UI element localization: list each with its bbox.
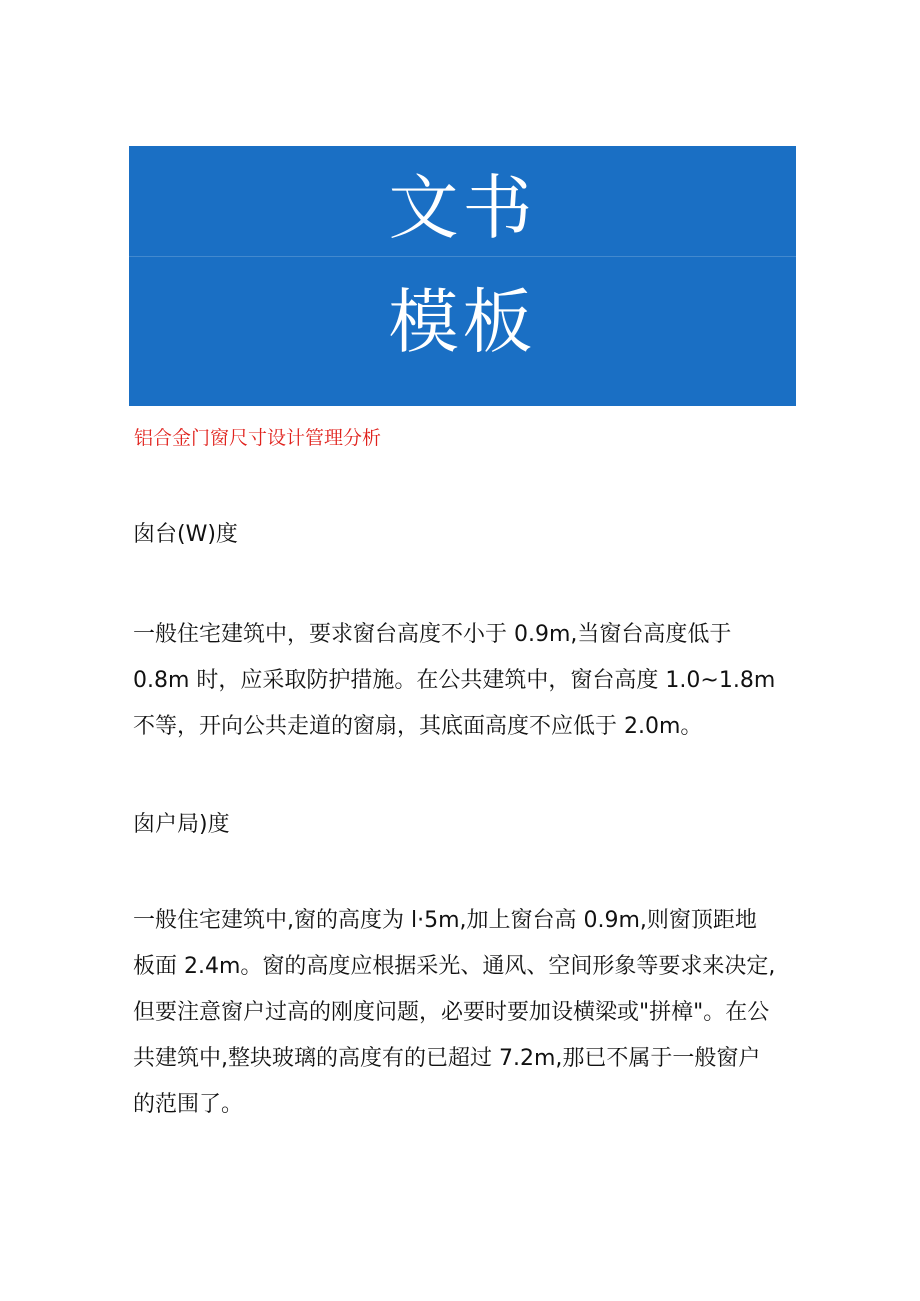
cover-banner [129, 146, 796, 406]
paragraph-line: 一般住宅建筑中，要求窗台高度不小于 0.9m,当窗台高度低于 [133, 622, 732, 647]
paragraph-line: 0.8m 时，应采取防护措施。在公共建筑中，窗台高度 1.0~1.8m [133, 668, 776, 693]
section-heading-2: 囱户局)度 [133, 812, 230, 837]
section-heading-1: 囱台(W)度 [133, 522, 238, 547]
paragraph-line: 但要注意窗户过高的刚度问题，必要时要加设横梁或"拼樟"。在公 [133, 1000, 770, 1025]
paragraph-line: 不等，开向公共走道的窗扇，其底面高度不应低于 2.0m。 [133, 714, 703, 739]
section-paragraph-1 [133, 612, 803, 750]
section-paragraph-2 [133, 898, 803, 1128]
document-title: 铝合金门窗尺寸设计管理分析 [134, 427, 382, 449]
paragraph-line: 一般住宅建筑中,窗的高度为 l·5m,加上窗台高 0.9m,则窗顶距地 [133, 908, 757, 933]
banner-line-2: 模板 [388, 281, 537, 363]
paragraph-line: 板面 2.4m。窗的高度应根据采光、通风、空间形象等要求来决定, [133, 954, 776, 979]
banner-line-1: 文书 [388, 167, 537, 249]
paragraph-line: 共建筑中,整块玻璃的高度有的已超过 7.2m,那已不属于一般窗户 [133, 1046, 761, 1071]
paragraph-line: 的范围了。 [133, 1092, 244, 1117]
banner-divider [129, 256, 796, 257]
